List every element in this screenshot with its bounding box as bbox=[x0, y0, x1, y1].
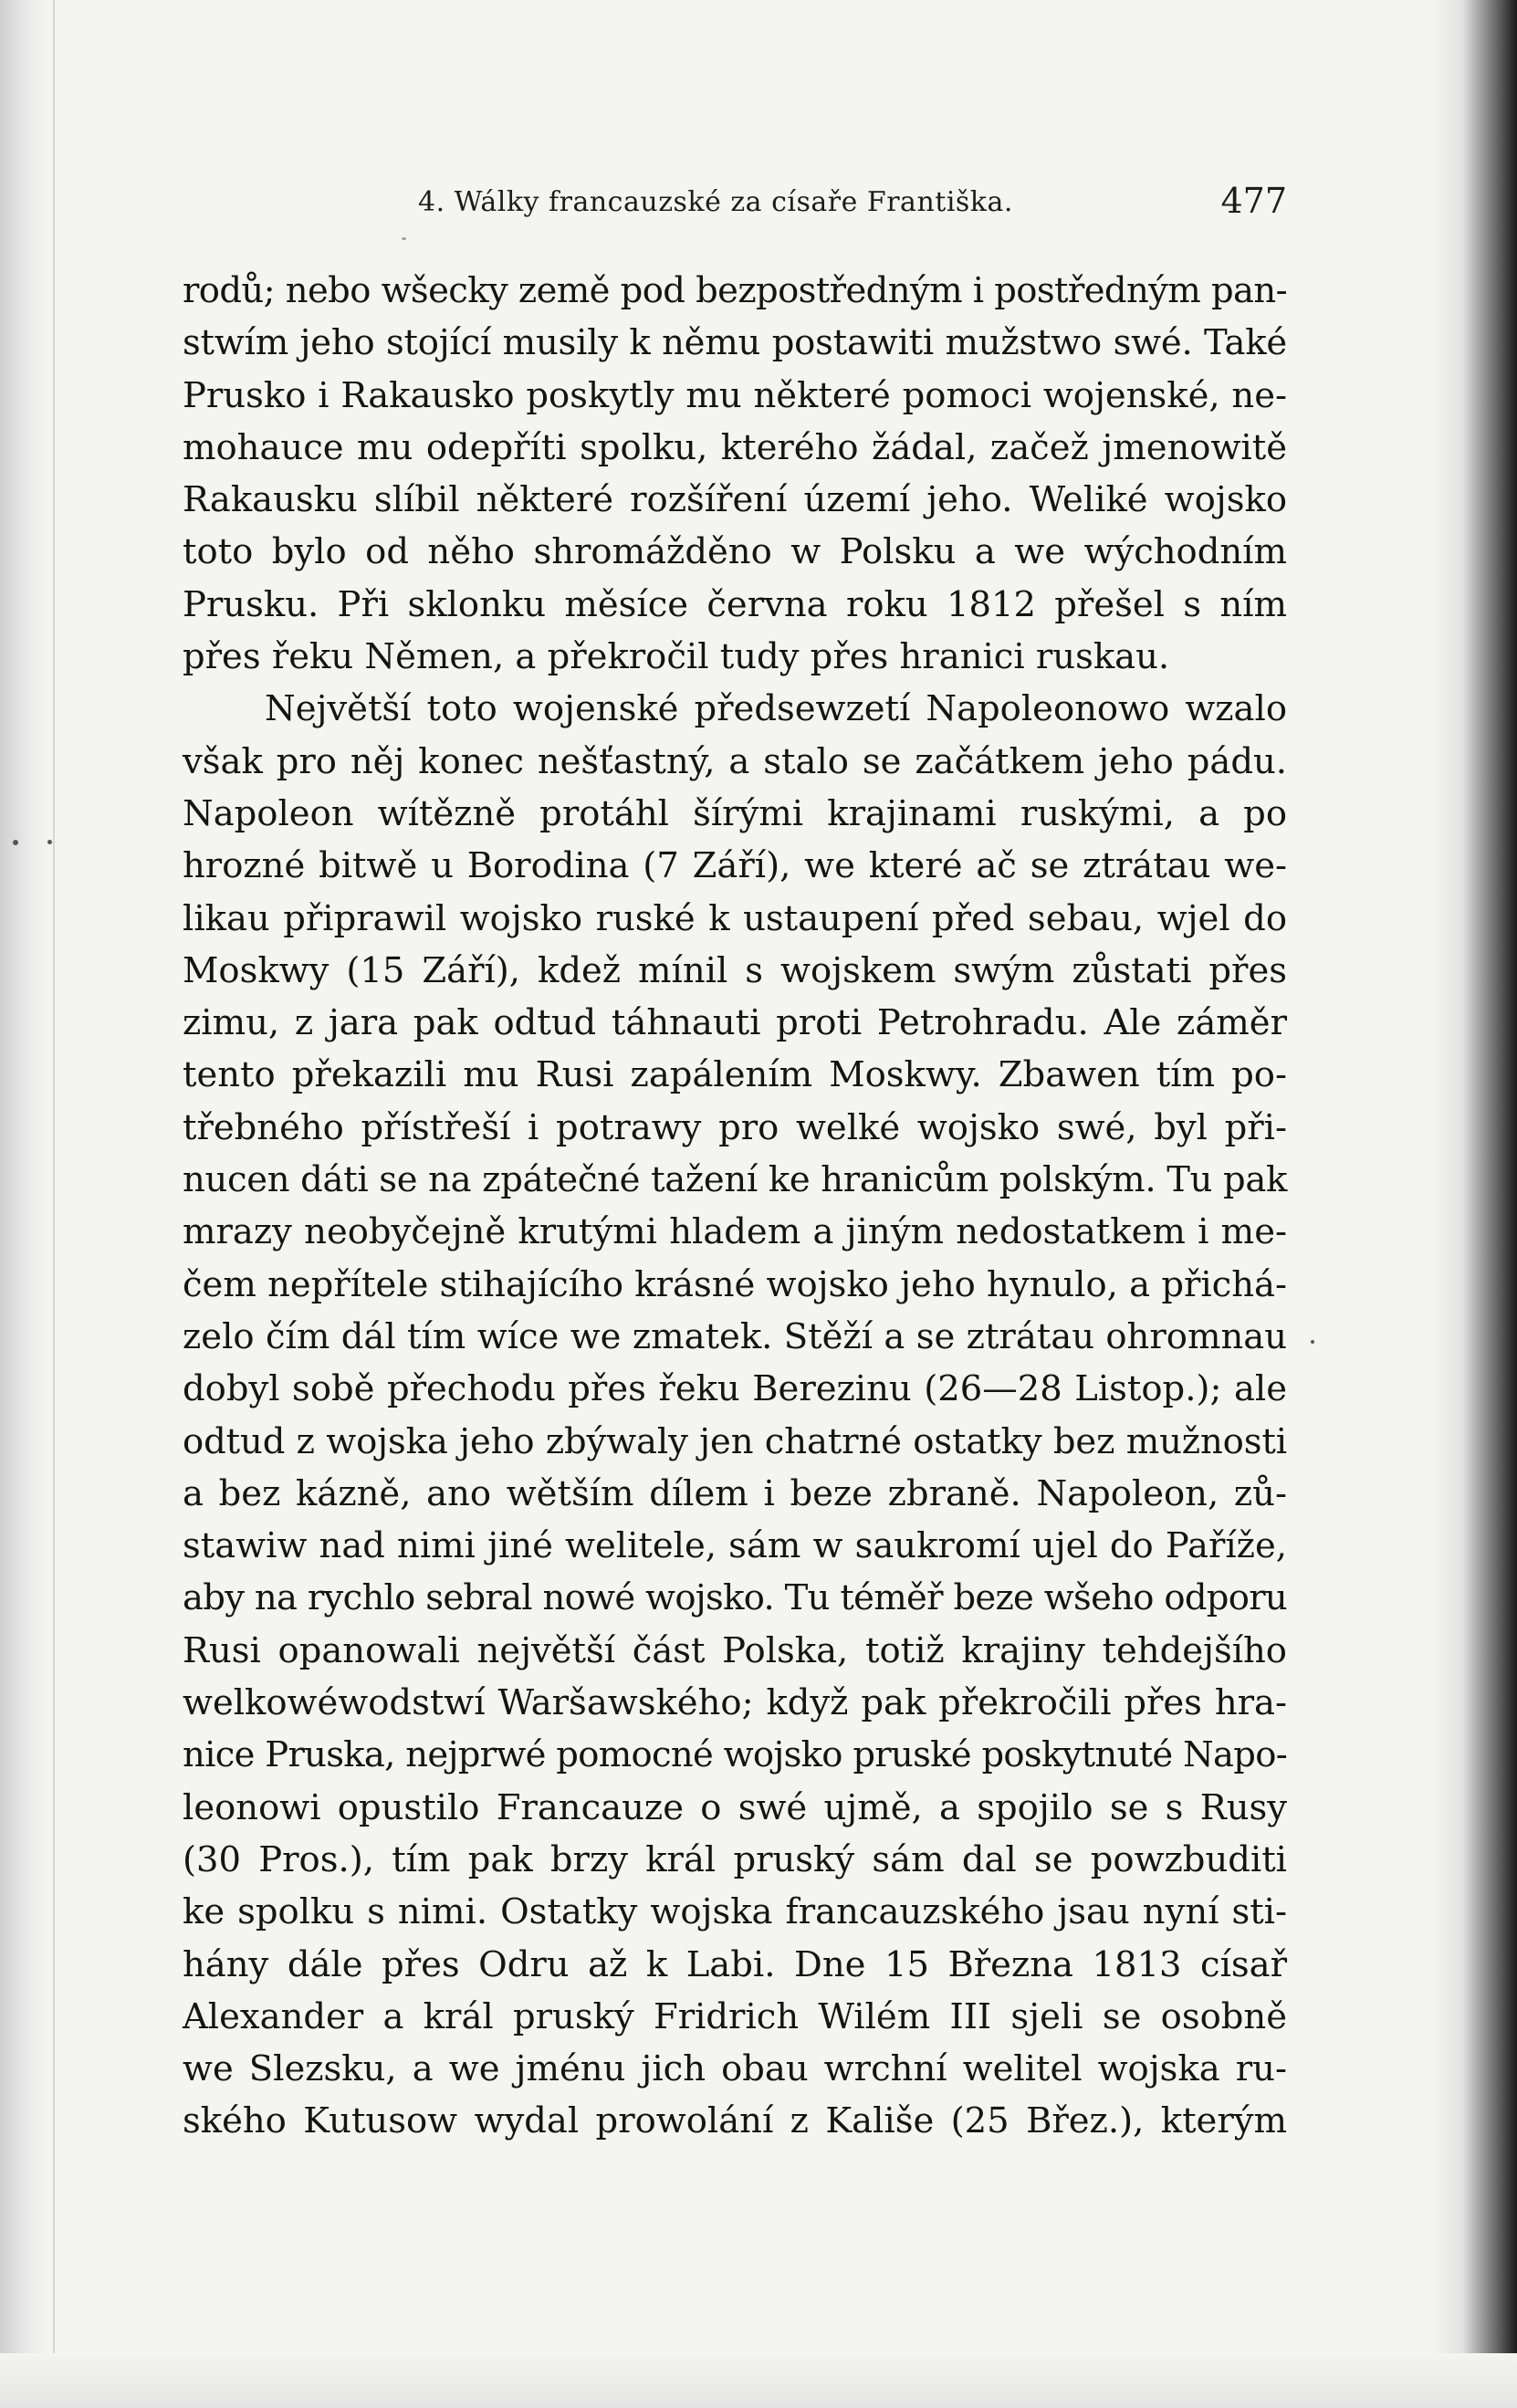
scan-speck bbox=[402, 237, 406, 240]
text-line: ke spolku s nimi. Ostatky wojska francauzského jsau nyní sti- bbox=[183, 1891, 1287, 1933]
text-line: rodů; nebo wšecky země pod bezpostředným i postředným pan- bbox=[183, 270, 1287, 311]
text-line: Největší toto wojenské předsewzetí Napoleonowo wzalo bbox=[265, 688, 1287, 730]
text-line: nucen dáti se na zpátečné tažení ke hranicům polským. Tu pak bbox=[183, 1159, 1288, 1201]
text-line: leonowi opustilo Francauze o swé ujmě, a spojilo se s Rusy bbox=[183, 1786, 1287, 1828]
text-line: Rusi opanowali největší část Polska, totiž krajiny tehdejšího bbox=[183, 1629, 1287, 1671]
text-line: hány dále přes Odru až k Labi. Dne 15 Března 1813 císař bbox=[183, 1943, 1287, 1985]
text-line: hrozné bitwě u Borodina (7 Září), we které ač se ztrátau we- bbox=[183, 845, 1287, 887]
text-line: ského Kutusow wydal prowolání z Kališe (25 Břez.), kterým bbox=[183, 2100, 1287, 2142]
text-line: odtud z wojska jeho zbýwaly jen chatrné ostatky bez mužnosti bbox=[183, 1420, 1287, 1462]
text-line: mrazy neobyčejně krutými hladem a jiným nedostatkem i me- bbox=[183, 1211, 1287, 1253]
text-line: aby na rychlo sebral nowé wojsko. Tu téměř beze wšeho odporu bbox=[183, 1577, 1287, 1619]
text-line: Alexander a král pruský Fridrich Wilém III sjeli se osobně bbox=[183, 1995, 1287, 2037]
page-header bbox=[183, 181, 1287, 226]
text-line: zelo čím dál tím wíce we zmatek. Stěží a se ztrátau ohromnau bbox=[183, 1315, 1287, 1357]
text-line: stwím jeho stojící musily k němu postawiti mužstwo swé. Také bbox=[183, 322, 1287, 364]
page-left-margin-shadow bbox=[0, 0, 49, 2408]
text-line: we Slezsku, a we jménu jich obau wrchní welitel wojska ru- bbox=[183, 2048, 1287, 2090]
text-line: Prusku. Při sklonku měsíce června roku 1812 přešel s ním bbox=[183, 583, 1287, 625]
text-line: třebného přístřeší i potrawy pro welké wojsko swé, byl při- bbox=[183, 1106, 1287, 1148]
running-head: 4. Wálky francauzské za císaře Františka. bbox=[418, 186, 1013, 218]
page-bottom-margin bbox=[0, 2353, 1517, 2408]
scan-speck bbox=[47, 840, 52, 844]
text-line: zimu, z jara pak odtud táhnauti proti Petrohradu. Ale záměr bbox=[183, 1002, 1287, 1044]
text-line: Napoleon wítězně protáhl šírými krajinami ruskými, a po bbox=[183, 792, 1287, 834]
page-number: 477 bbox=[1220, 181, 1287, 221]
page-right-edge-shadow bbox=[1433, 0, 1517, 2408]
scan-speck bbox=[1311, 1340, 1314, 1344]
scan-speck bbox=[13, 840, 18, 845]
text-line: přes řeku Němen, a překročil tudy přes hranici ruskau. bbox=[183, 636, 1170, 678]
text-line: stawiw nad nimi jiné welitele, sám w saukromí ujel do Paříže, bbox=[183, 1525, 1287, 1567]
text-line: Moskwy (15 Září), kdež mínil s wojskem swým zůstati přes bbox=[183, 949, 1287, 991]
text-line: však pro něj konec nešťastný, a stalo se začátkem jeho pádu. bbox=[183, 740, 1287, 782]
text-line: toto bylo od něho shromážděno w Polsku a we wýchodním bbox=[183, 531, 1287, 573]
text-line: (30 Pros.), tím pak brzy král pruský sám dal se powzbuditi bbox=[183, 1838, 1287, 1880]
text-line: nice Pruska, nejprwé pomocné wojsko pruské poskytnuté Napo- bbox=[183, 1734, 1287, 1776]
text-line: dobyl sobě přechodu přes řeku Berezinu (26—28 Listop.); ale bbox=[183, 1368, 1287, 1410]
text-line: tento překazili mu Rusi zapálením Moskwy. Zbawen tím po- bbox=[183, 1054, 1287, 1096]
text-line: Rakausku slíbil některé rozšíření území jeho. Weliké wojsko bbox=[183, 479, 1287, 521]
text-line: čem nepřítele stihajícího krásné wojsko jeho hynulo, a přichá- bbox=[183, 1263, 1288, 1305]
text-line: likau připrawil wojsko ruské k ustaupení před sebau, wjel do bbox=[183, 897, 1287, 939]
text-line: Prusko i Rakausko poskytly mu některé pomoci wojenské, ne- bbox=[183, 374, 1287, 416]
body-text bbox=[183, 265, 1287, 2148]
page-gutter-line bbox=[53, 0, 55, 2408]
text-line: welkowéwodstwí Waršawského; když pak překročili přes hra- bbox=[183, 1682, 1287, 1724]
text-line: mohauce mu odepříti spolku, kterého žádal, začež jmenowitě bbox=[183, 426, 1287, 468]
text-line: a bez kázně, ano wětším dílem i beze zbraně. Napoleon, zů- bbox=[183, 1472, 1287, 1514]
